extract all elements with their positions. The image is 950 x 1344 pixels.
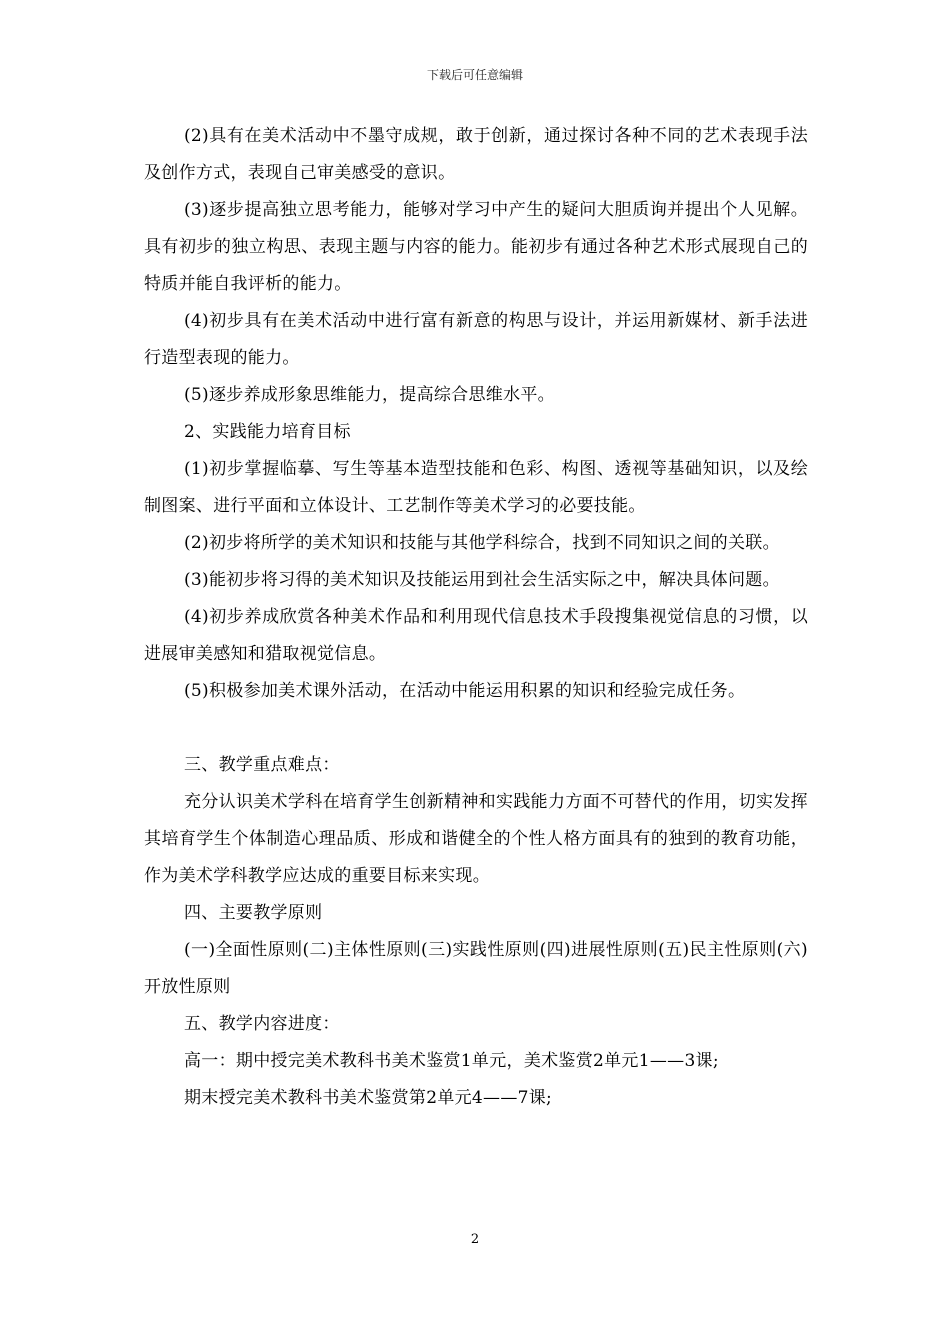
section-4-heading: 四、主要教学原则 <box>184 903 323 923</box>
paragraph-goal-2: (2)具有在美术活动中不墨守成规，敢于创新，通过探讨各种不同的艺术表现手法及创作方式，表现自己审美感受的意识。 <box>144 126 808 183</box>
section-5-line-2: 期末授完美术教科书美术鉴赏第2单元4——7课; <box>184 1088 553 1108</box>
paragraph-practice-4: (4)初步养成欣赏各种美术作品和利用现代信息技术手段搜集视觉信息的习惯，以进展审美感知和猎取视觉信息。 <box>144 607 808 664</box>
subheading-practice-goals: 2、实践能力培育目标 <box>184 422 351 442</box>
spacer <box>144 710 808 747</box>
paragraph-practice-5: (5)积极参加美术课外活动，在活动中能运用积累的知识和经验完成任务。 <box>184 681 746 701</box>
paragraph-goal-3: (3)逐步提高独立思考能力，能够对学习中产生的疑问大胆质询并提出个人见解。具有初步的独立构思、表现主题与内容的能力。能初步有通过各种艺术形式展现自己的特质并能自我评析的能力。 <box>144 200 808 294</box>
section-3-heading: 三、教学重点难点： <box>184 755 340 775</box>
document-body <box>144 118 808 1117</box>
paragraph-goal-5: (5)逐步养成形象思维能力，提高综合思维水平。 <box>184 385 555 405</box>
paragraph-practice-3: (3)能初步将习得的美术知识及技能运用到社会生活实际之中，解决具体问题。 <box>184 570 780 590</box>
section-4-body: (一)全面性原则(二)主体性原则(三)实践性原则(四)进展性原则(五)民主性原则(六)开放性原则 <box>144 940 808 997</box>
section-3-body: 充分认识美术学科在培育学生创新精神和实践能力方面不可替代的作用，切实发挥其培育学生个体制造心理品质、形成和谐健全的个性人格方面具有的独到的教育功能，作为美术学科教学应达成的重要目标来实现。 <box>144 792 808 886</box>
paragraph-goal-4: (4)初步具有在美术活动中进行富有新意的构思与设计，并运用新媒材、新手法进行造型表现的能力。 <box>144 311 808 368</box>
page-header: 下载后可任意编辑 <box>426 68 523 82</box>
paragraph-practice-1: (1)初步掌握临摹、写生等基本造型技能和色彩、构图、透视等基础知识，以及绘制图案、进行平面和立体设计、工艺制作等美术学习的必要技能。 <box>144 459 808 516</box>
paragraph-practice-2: (2)初步将所学的美术知识和技能与其他学科综合，找到不同知识之间的关联。 <box>184 533 780 553</box>
section-5-heading: 五、教学内容进度： <box>184 1014 340 1034</box>
section-5-line-1: 高一：期中授完美术教科书美术鉴赏1单元，美术鉴赏2单元1——3课; <box>184 1051 719 1071</box>
page-number: 2 <box>470 1232 480 1247</box>
